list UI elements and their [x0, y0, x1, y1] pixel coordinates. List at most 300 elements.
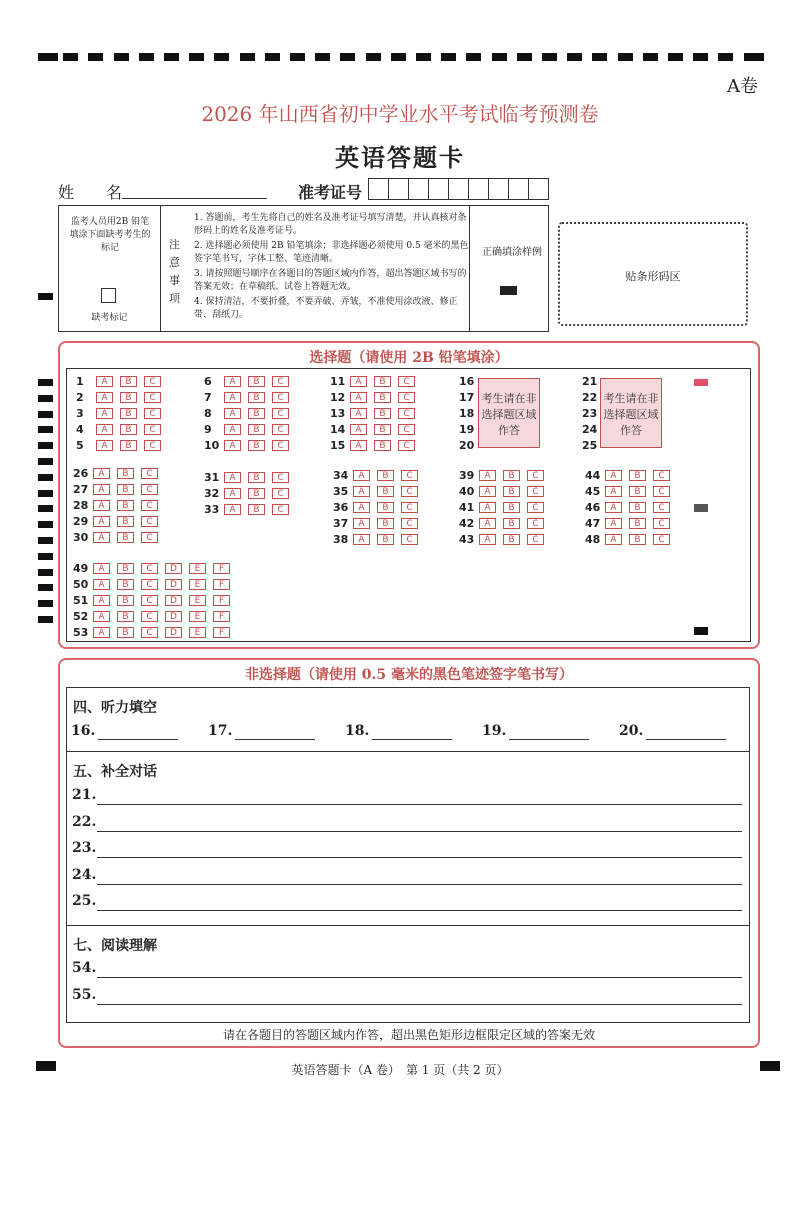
alignment-mark [694, 504, 708, 512]
question-number: 22 [582, 391, 598, 404]
option-bubble[interactable]: A [605, 502, 622, 513]
option-row [605, 486, 670, 497]
option-bubble[interactable]: B [377, 502, 394, 513]
notice-item: 4. 保持清洁，不要折叠，不要弄破、弄皱，不准使用涂改液、修正带、刮纸刀。 [194, 297, 458, 320]
sample-label: 正确填涂样例 [482, 247, 542, 258]
question-number: 49 [73, 562, 89, 575]
option-bubble[interactable]: C [398, 408, 415, 419]
timing-mark [567, 53, 582, 61]
option-bubble[interactable]: C [144, 408, 161, 419]
option-row [93, 627, 230, 638]
timing-mark [214, 53, 229, 61]
option-bubble[interactable]: E [189, 595, 206, 606]
question-number: 23 [582, 407, 598, 420]
answer-area-warning: 请在各题目的答题区域内作答，超出黑色矩形边框限定区域的答案无效 [222, 1028, 595, 1042]
option-row [605, 502, 670, 513]
answer-number: 23. [72, 840, 97, 856]
option-bubble[interactable]: B [629, 534, 646, 545]
timing-mark [38, 553, 53, 560]
option-bubble[interactable]: A [350, 392, 367, 403]
option-bubble[interactable]: B [248, 424, 265, 435]
option-bubble[interactable]: E [189, 579, 206, 590]
option-row [479, 486, 544, 497]
question-number: 17 [459, 391, 475, 404]
option-bubble[interactable]: A [479, 486, 496, 497]
option-bubble[interactable]: B [120, 424, 137, 435]
id-digit-box[interactable] [468, 178, 489, 200]
option-row [605, 534, 670, 545]
notice-list [194, 212, 469, 324]
option-bubble[interactable]: A [479, 502, 496, 513]
id-digit-box[interactable] [508, 178, 529, 200]
question-number: 28 [73, 499, 89, 512]
timing-mark [366, 53, 381, 61]
option-bubble[interactable]: B [503, 534, 520, 545]
question-number: 34 [333, 469, 349, 482]
timing-mark [38, 411, 53, 418]
option-row [605, 518, 670, 529]
option-bubble[interactable]: A [479, 534, 496, 545]
option-bubble[interactable]: C [272, 424, 289, 435]
option-bubble[interactable]: F [213, 627, 230, 638]
timing-mark [492, 53, 507, 61]
answer-number: 18. [345, 723, 370, 739]
answer-number: 54. [72, 960, 97, 976]
page-footer: 英语答题卡（A 卷） 第 1 页（共 2 页） [291, 1063, 509, 1077]
timing-mark [88, 53, 103, 61]
id-digit-box[interactable] [528, 178, 549, 200]
option-bubble[interactable]: C [527, 470, 544, 481]
question-number: 26 [73, 467, 89, 480]
question-number: 6 [204, 375, 212, 388]
option-bubble[interactable]: C [272, 440, 289, 451]
option-row [93, 611, 230, 622]
option-bubble[interactable]: C [144, 392, 161, 403]
option-bubble[interactable]: C [272, 376, 289, 387]
option-bubble[interactable]: C [398, 376, 415, 387]
option-bubble[interactable]: C [653, 518, 670, 529]
question-number: 16 [459, 375, 475, 388]
timing-mark [618, 53, 633, 61]
option-bubble[interactable]: B [377, 470, 394, 481]
option-row [479, 518, 544, 529]
option-bubble[interactable]: B [117, 516, 134, 527]
option-bubble[interactable]: D [165, 595, 182, 606]
answer-line[interactable] [235, 739, 315, 740]
option-row [353, 534, 418, 545]
question-number: 47 [585, 517, 601, 530]
option-bubble[interactable]: A [93, 595, 110, 606]
option-bubble[interactable]: C [527, 534, 544, 545]
question-number: 39 [459, 469, 475, 482]
option-bubble[interactable]: A [605, 470, 622, 481]
question-number: 53 [73, 626, 89, 639]
question-number: 21 [582, 375, 598, 388]
part5-title: 五、补全对话 [73, 764, 157, 780]
option-row [353, 486, 418, 497]
card-title: 英语答题卡 [335, 143, 465, 172]
part4-title: 四、听力填空 [73, 700, 157, 716]
option-bubble[interactable]: A [605, 534, 622, 545]
answer-line[interactable] [97, 831, 742, 832]
option-bubble[interactable]: A [93, 627, 110, 638]
option-bubble[interactable]: A [224, 472, 241, 483]
option-bubble[interactable]: B [117, 595, 134, 606]
sample-cell [469, 206, 550, 331]
option-bubble[interactable]: A [605, 518, 622, 529]
option-bubble[interactable]: C [272, 488, 289, 499]
absent-label: 缺考标记 [91, 313, 128, 323]
answer-number: 19. [482, 723, 507, 739]
option-bubble[interactable]: C [141, 484, 158, 495]
option-bubble[interactable]: A [353, 470, 370, 481]
answer-line[interactable] [97, 977, 742, 978]
option-bubble[interactable]: A [96, 392, 113, 403]
option-bubble[interactable]: C [653, 486, 670, 497]
option-bubble[interactable]: F [213, 595, 230, 606]
name-field[interactable] [122, 198, 267, 199]
timing-mark [38, 505, 53, 512]
option-bubble[interactable]: B [117, 484, 134, 495]
option-bubble[interactable]: C [272, 504, 289, 515]
timing-mark [693, 53, 708, 61]
option-bubble[interactable]: A [350, 408, 367, 419]
answer-line[interactable] [509, 739, 589, 740]
answer-line[interactable] [97, 857, 742, 858]
barcode-label: 贴条形码区 [625, 270, 681, 283]
question-number: 37 [333, 517, 349, 530]
option-bubble[interactable]: A [479, 518, 496, 529]
answer-number: 20. [619, 723, 644, 739]
option-bubble[interactable]: A [93, 611, 110, 622]
option-bubble[interactable]: C [401, 534, 418, 545]
barcode-area [558, 222, 748, 326]
option-bubble[interactable]: D [165, 579, 182, 590]
answer-line[interactable] [98, 739, 178, 740]
option-row [353, 518, 418, 529]
option-bubble[interactable]: B [629, 518, 646, 529]
answer-line[interactable] [97, 910, 742, 911]
question-number: 42 [459, 517, 475, 530]
option-bubble[interactable]: B [374, 392, 391, 403]
non-choice-notice-box: 考生请在非选择题区域作答 [600, 378, 662, 448]
timing-mark [63, 53, 78, 61]
option-bubble[interactable]: C [401, 518, 418, 529]
option-row [224, 472, 289, 483]
option-bubble[interactable]: A [353, 518, 370, 529]
answer-line[interactable] [97, 804, 742, 805]
option-bubble[interactable]: F [213, 579, 230, 590]
option-row [350, 440, 415, 451]
absent-checkbox[interactable] [101, 288, 116, 303]
alignment-mark [694, 379, 708, 386]
option-bubble[interactable]: B [374, 408, 391, 419]
option-bubble[interactable]: A [93, 563, 110, 574]
timing-mark [114, 53, 129, 61]
timing-mark [265, 53, 280, 61]
id-number-boxes[interactable] [369, 178, 549, 200]
option-bubble[interactable]: B [248, 392, 265, 403]
timing-mark [38, 616, 53, 623]
timing-mark [38, 395, 53, 402]
option-bubble[interactable]: B [117, 532, 134, 543]
option-bubble[interactable]: A [224, 488, 241, 499]
question-number: 24 [582, 423, 598, 436]
question-number: 44 [585, 469, 601, 482]
option-bubble[interactable]: C [272, 472, 289, 483]
option-bubble[interactable]: A [93, 579, 110, 590]
option-row [93, 595, 230, 606]
option-bubble[interactable]: A [96, 440, 113, 451]
option-bubble[interactable]: C [398, 392, 415, 403]
option-bubble[interactable]: A [224, 424, 241, 435]
option-bubble[interactable]: C [141, 500, 158, 511]
question-number: 36 [333, 501, 349, 514]
option-bubble[interactable]: A [96, 424, 113, 435]
timing-mark [38, 442, 53, 449]
option-bubble[interactable]: A [93, 500, 110, 511]
option-bubble[interactable]: E [189, 563, 206, 574]
info-block [58, 205, 549, 332]
option-bubble[interactable]: C [144, 376, 161, 387]
option-bubble[interactable]: B [377, 534, 394, 545]
option-bubble[interactable]: B [377, 518, 394, 529]
question-number: 11 [330, 375, 346, 388]
option-bubble[interactable]: A [479, 470, 496, 481]
notice-item: 2. 选择题必须使用 2B 铅笔填涂；非选择题必须使用 0.5 毫米的黑色签字笔书写，字体工整、笔迹清晰。 [194, 241, 469, 264]
id-digit-box[interactable] [428, 178, 449, 200]
option-row [96, 376, 161, 387]
option-row [93, 516, 158, 527]
option-bubble[interactable]: C [527, 518, 544, 529]
divider [66, 751, 750, 752]
objective-title: 选择题（请使用 2B 铅笔填涂） [309, 350, 509, 366]
option-bubble[interactable]: A [224, 504, 241, 515]
option-bubble[interactable]: B [120, 376, 137, 387]
version-label: A卷 [727, 76, 758, 97]
option-bubble[interactable]: C [141, 579, 158, 590]
option-row [93, 500, 158, 511]
question-number: 13 [330, 407, 346, 420]
option-bubble[interactable]: E [189, 611, 206, 622]
id-digit-box[interactable] [408, 178, 429, 200]
option-row [479, 470, 544, 481]
timing-mark [441, 53, 456, 61]
answer-line[interactable] [372, 739, 452, 740]
question-number: 7 [204, 391, 212, 404]
timing-mark [744, 53, 764, 61]
option-row [96, 392, 161, 403]
option-row [96, 440, 161, 451]
option-bubble[interactable]: B [503, 518, 520, 529]
answer-number: 16. [71, 723, 96, 739]
option-bubble[interactable]: C [653, 470, 670, 481]
id-digit-box[interactable] [368, 178, 389, 200]
option-bubble[interactable]: B [117, 563, 134, 574]
timing-mark [38, 293, 53, 300]
option-row [96, 408, 161, 419]
timing-mark [290, 53, 305, 61]
option-bubble[interactable]: C [141, 595, 158, 606]
id-digit-box[interactable] [488, 178, 509, 200]
question-number: 43 [459, 533, 475, 546]
option-bubble[interactable]: C [141, 563, 158, 574]
option-bubble[interactable]: B [248, 488, 265, 499]
notice-item: 1. 答题前，考生先将自己的姓名及准考证号填写清楚，并认真核对条形码上的姓名及准考证号。 [194, 213, 467, 236]
option-bubble[interactable]: B [120, 440, 137, 451]
option-bubble[interactable]: A [93, 468, 110, 479]
option-bubble[interactable]: A [224, 440, 241, 451]
timing-mark [38, 569, 53, 576]
option-bubble[interactable]: C [272, 408, 289, 419]
option-bubble[interactable]: C [141, 468, 158, 479]
option-row [605, 470, 670, 481]
name-label: 姓 名 [58, 183, 123, 202]
answer-line[interactable] [646, 739, 726, 740]
timing-mark [38, 53, 58, 61]
timing-mark [38, 537, 53, 544]
timing-mark [517, 53, 532, 61]
option-bubble[interactable]: A [605, 486, 622, 497]
timing-mark [542, 53, 557, 61]
option-bubble[interactable]: C [141, 627, 158, 638]
id-digit-box[interactable] [448, 178, 469, 200]
option-bubble[interactable]: A [96, 376, 113, 387]
option-bubble[interactable]: C [401, 470, 418, 481]
option-bubble[interactable]: B [117, 468, 134, 479]
option-bubble[interactable]: C [527, 486, 544, 497]
option-bubble[interactable]: A [93, 484, 110, 495]
option-bubble[interactable]: A [93, 532, 110, 543]
answer-number: 25. [72, 893, 97, 909]
id-label: 准考证号 [298, 183, 363, 202]
option-bubble[interactable]: B [117, 611, 134, 622]
question-number: 1 [76, 375, 84, 388]
timing-mark [38, 584, 53, 591]
answer-number: 17. [208, 723, 233, 739]
option-bubble[interactable]: C [398, 424, 415, 435]
answer-number: 22. [72, 813, 97, 830]
subjective-answer-area [66, 687, 750, 1023]
option-bubble[interactable]: B [503, 470, 520, 481]
option-bubble[interactable]: B [503, 486, 520, 497]
option-bubble[interactable]: B [120, 392, 137, 403]
option-bubble[interactable]: F [213, 611, 230, 622]
option-bubble[interactable]: B [503, 502, 520, 513]
option-bubble[interactable]: A [224, 408, 241, 419]
option-bubble[interactable]: B [120, 408, 137, 419]
option-row [224, 376, 289, 387]
option-bubble[interactable]: B [374, 440, 391, 451]
option-row [353, 502, 418, 513]
option-bubble[interactable]: A [353, 486, 370, 497]
question-number: 41 [459, 501, 475, 514]
answer-line[interactable] [97, 1004, 742, 1005]
option-bubble[interactable]: E [189, 627, 206, 638]
option-bubble[interactable]: B [629, 470, 646, 481]
part7-title: 七、阅读理解 [73, 938, 157, 954]
option-bubble[interactable]: A [353, 534, 370, 545]
option-bubble[interactable]: B [629, 486, 646, 497]
option-bubble[interactable]: A [224, 376, 241, 387]
option-bubble[interactable]: A [353, 502, 370, 513]
option-bubble[interactable]: D [165, 563, 182, 574]
option-bubble[interactable]: F [213, 563, 230, 574]
timing-mark [139, 53, 154, 61]
option-row [353, 470, 418, 481]
option-bubble[interactable]: C [401, 502, 418, 513]
option-bubble[interactable]: C [398, 440, 415, 451]
filled-sample-mark [500, 286, 517, 295]
timing-mark [38, 426, 53, 433]
proctor-cell [59, 206, 161, 331]
answer-line[interactable] [97, 884, 742, 885]
option-bubble[interactable]: A [350, 440, 367, 451]
option-bubble[interactable]: C [144, 440, 161, 451]
option-row [224, 504, 289, 515]
option-bubble[interactable]: A [224, 392, 241, 403]
option-bubble[interactable]: B [117, 627, 134, 638]
question-number: 10 [204, 439, 220, 452]
option-row [224, 488, 289, 499]
option-bubble[interactable]: C [144, 424, 161, 435]
option-bubble[interactable]: C [141, 516, 158, 527]
timing-mark [416, 53, 431, 61]
option-bubble[interactable]: A [96, 408, 113, 419]
question-number: 20 [459, 439, 475, 452]
id-digit-box[interactable] [388, 178, 409, 200]
option-bubble[interactable]: D [165, 627, 182, 638]
option-bubble[interactable]: C [527, 502, 544, 513]
question-number: 29 [73, 515, 89, 528]
option-row [350, 392, 415, 403]
option-bubble[interactable]: B [377, 486, 394, 497]
question-number: 27 [73, 483, 89, 496]
option-bubble[interactable]: C [141, 611, 158, 622]
option-row [350, 376, 415, 387]
timing-mark [38, 600, 53, 607]
question-number: 25 [582, 439, 598, 452]
option-bubble[interactable]: B [374, 424, 391, 435]
option-bubble[interactable]: B [248, 376, 265, 387]
option-bubble[interactable]: B [248, 440, 265, 451]
timing-mark [240, 53, 255, 61]
option-bubble[interactable]: C [653, 502, 670, 513]
answer-number: 21. [72, 787, 97, 803]
option-bubble[interactable]: B [248, 472, 265, 483]
option-bubble[interactable]: B [117, 500, 134, 511]
option-bubble[interactable]: A [350, 376, 367, 387]
timing-mark [38, 521, 53, 528]
option-bubble[interactable]: B [117, 579, 134, 590]
divider [66, 925, 750, 926]
option-bubble[interactable]: B [374, 376, 391, 387]
option-bubble[interactable]: B [629, 502, 646, 513]
question-number: 52 [73, 610, 89, 623]
option-bubble[interactable]: D [165, 611, 182, 622]
option-row [479, 534, 544, 545]
option-bubble[interactable]: C [272, 392, 289, 403]
option-bubble[interactable]: A [350, 424, 367, 435]
option-bubble[interactable]: B [248, 408, 265, 419]
option-bubble[interactable]: C [401, 486, 418, 497]
subjective-title: 非选择题（请使用 0.5 毫米的黑色笔迹签字笔书写） [244, 667, 574, 683]
option-bubble[interactable]: A [93, 516, 110, 527]
option-bubble[interactable]: C [141, 532, 158, 543]
option-bubble[interactable]: B [248, 504, 265, 515]
proctor-note: 监考人员用2B 铅笔填涂下面缺考考生的标记 [69, 217, 151, 253]
option-bubble[interactable]: C [653, 534, 670, 545]
